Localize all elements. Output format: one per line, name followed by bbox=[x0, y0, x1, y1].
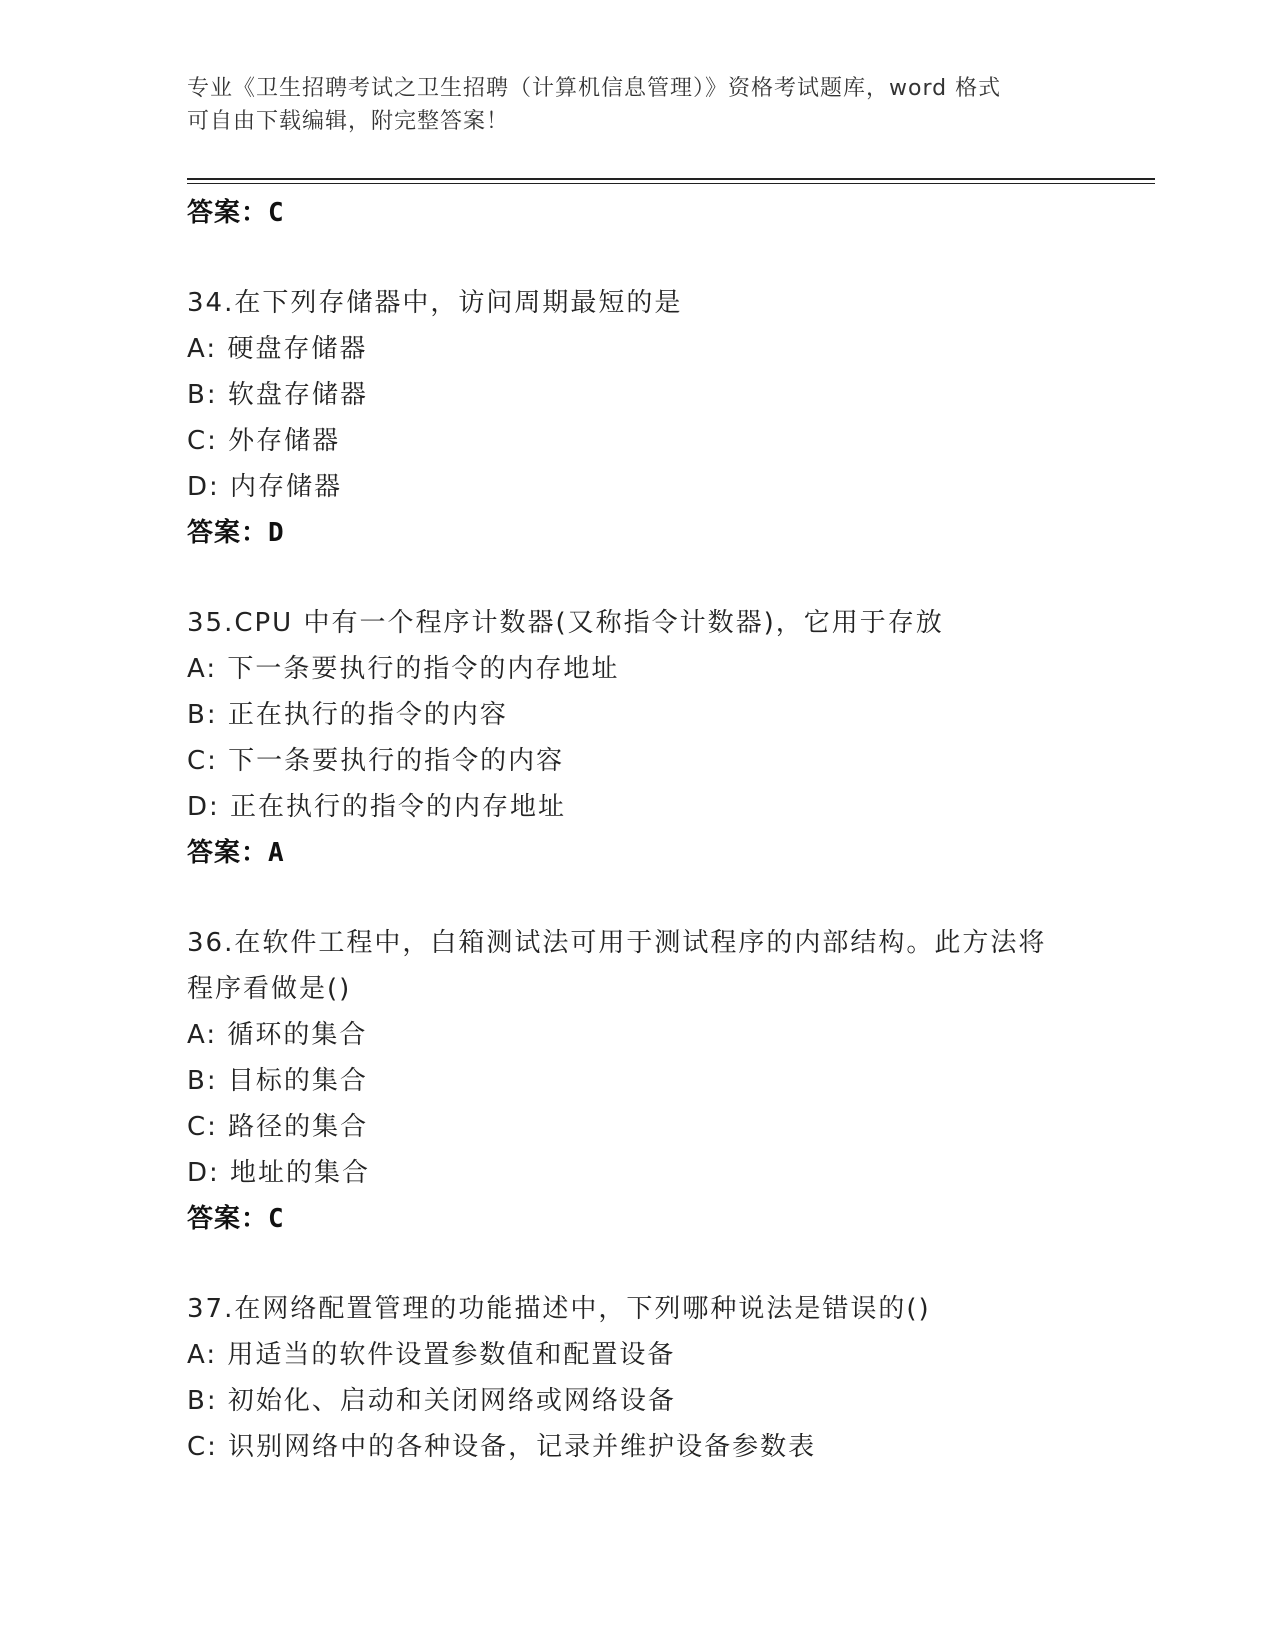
answer-value: D bbox=[268, 518, 285, 548]
answer-value: C bbox=[268, 1204, 285, 1234]
option-b: B: 初始化、启动和关闭网络或网络设备 bbox=[187, 1386, 676, 1416]
answer-line bbox=[187, 830, 1087, 876]
header-line-1: 专业《卫生招聘考试之卫生招聘（计算机信息管理）》资格考试题库，word 格式 bbox=[187, 76, 1002, 101]
question-stem-line-2: 程序看做是() bbox=[187, 974, 352, 1004]
document-header bbox=[187, 72, 1087, 138]
option-a: A: 循环的集合 bbox=[187, 1020, 368, 1050]
question-36 bbox=[187, 920, 1087, 1242]
header-divider bbox=[187, 178, 1155, 184]
question-34 bbox=[187, 280, 1087, 556]
answer-value: A bbox=[268, 838, 285, 868]
option-d: D: 内存储器 bbox=[187, 472, 343, 502]
option-d: D: 地址的集合 bbox=[187, 1158, 371, 1188]
option-b: B: 软盘存储器 bbox=[187, 380, 368, 410]
answer-label: 答案： bbox=[187, 838, 269, 868]
option-a: A: 下一条要执行的指令的内存地址 bbox=[187, 654, 620, 684]
question-35 bbox=[187, 600, 1087, 876]
answer-line bbox=[187, 510, 1087, 556]
answer-line bbox=[187, 190, 1087, 236]
question-stem: 34.在下列存储器中，访问周期最短的是 bbox=[187, 288, 683, 318]
option-c: C: 路径的集合 bbox=[187, 1112, 369, 1142]
header-line-2: 可自由下载编辑，附完整答案！ bbox=[187, 109, 510, 134]
document-body bbox=[187, 190, 1087, 1470]
option-a: A: 硬盘存储器 bbox=[187, 334, 368, 364]
answer-value: C bbox=[268, 198, 285, 228]
option-c: C: 外存储器 bbox=[187, 426, 341, 456]
question-stem: 37.在网络配置管理的功能描述中，下列哪种说法是错误的() bbox=[187, 1294, 931, 1324]
option-c: C: 识别网络中的各种设备，记录并维护设备参数表 bbox=[187, 1432, 817, 1462]
answer-label: 答案： bbox=[187, 198, 269, 228]
option-c: C: 下一条要执行的指令的内容 bbox=[187, 746, 565, 776]
option-a: A: 用适当的软件设置参数值和配置设备 bbox=[187, 1340, 676, 1370]
question-stem-line-1: 36.在软件工程中，白箱测试法可用于测试程序的内部结构。此方法将 bbox=[187, 928, 1047, 958]
option-b: B: 目标的集合 bbox=[187, 1066, 368, 1096]
answer-label: 答案： bbox=[187, 518, 269, 548]
option-d: D: 正在执行的指令的内存地址 bbox=[187, 792, 567, 822]
answer-label: 答案： bbox=[187, 1204, 269, 1234]
question-stem: 35.CPU 中有一个程序计数器(又称指令计数器)，它用于存放 bbox=[187, 608, 944, 638]
option-b: B: 正在执行的指令的内容 bbox=[187, 700, 508, 730]
answer-line bbox=[187, 1196, 1087, 1242]
question-37 bbox=[187, 1286, 1087, 1470]
